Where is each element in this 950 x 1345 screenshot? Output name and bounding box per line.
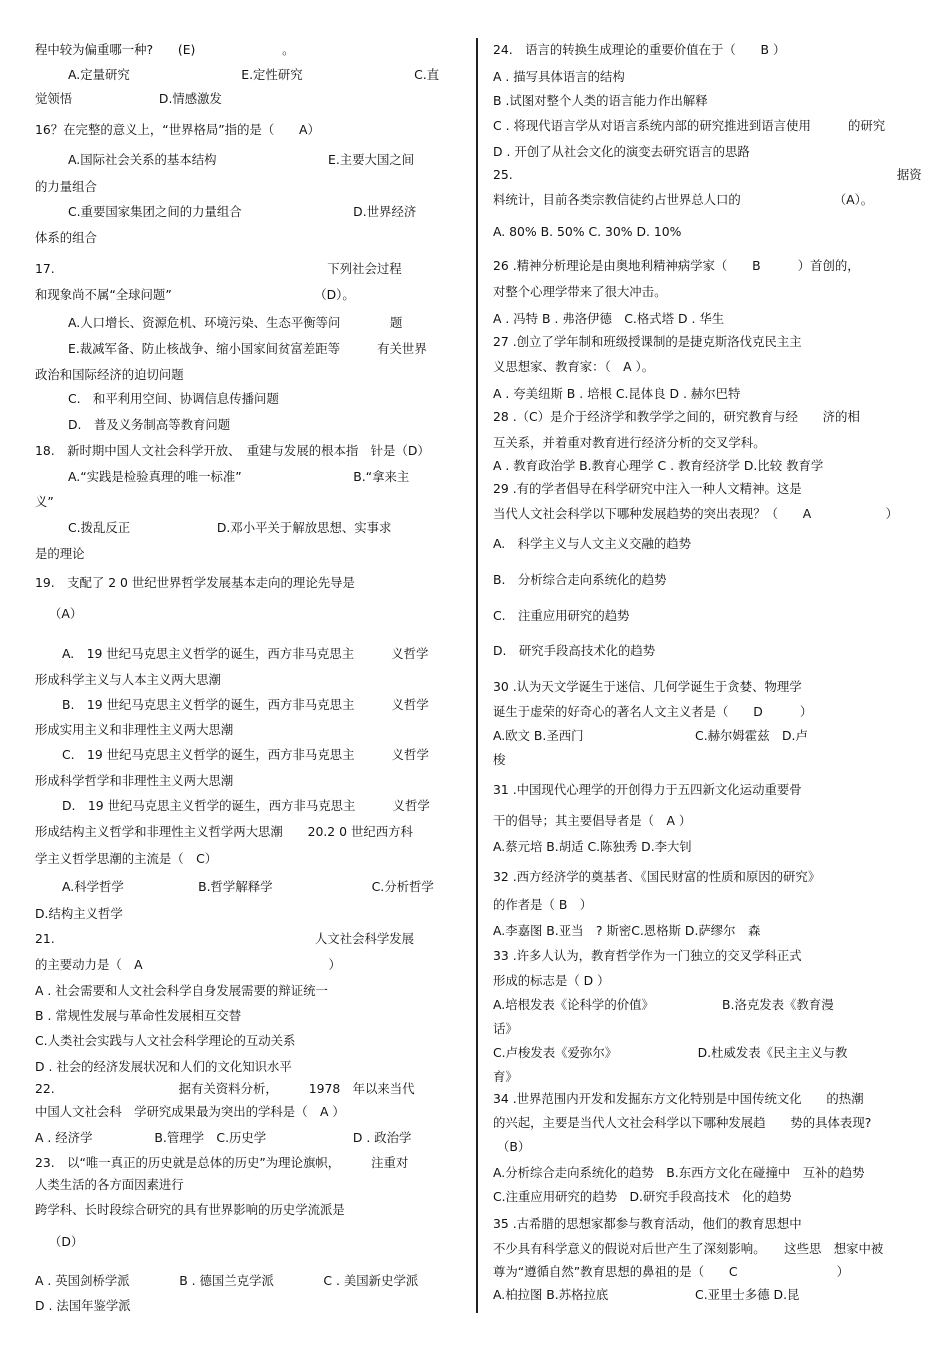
text-line: C.注重应用研究的趋势 D.研究手段高技术 化的趋势 <box>493 1189 792 1204</box>
text-line: 23. 以“唯一真正的历史就是总体的历史”为理论旗帜， 注重对 <box>35 1155 409 1170</box>
text-line: 当代人文社会科学以下哪种发展趋势的突出表现？（ A ） <box>493 506 898 521</box>
text-line: 18. 新时期中国人文社会科学开放、 重建与发展的根本指 针是（D） <box>35 443 430 458</box>
text-line: 30 .认为天文学诞生于迷信、几何学诞生于贪婪、物理学 <box>493 679 802 694</box>
text-line: 的主要动力是（ A ） <box>35 957 341 972</box>
text-line: B. 19 世纪马克思主义哲学的诞生，西方非马克思主 义哲学 <box>62 697 429 712</box>
text-line: 形成科学主义与人本主义两大思潮 <box>35 672 221 687</box>
text-line: 干的倡导；其主要倡导者是（ A ） <box>493 813 692 828</box>
text-line: A . 教育政治学 B.教育心理学 C . 教育经济学 D.比较 教育学 <box>493 458 824 473</box>
text-line: （A） <box>49 606 83 621</box>
text-line: 19. 支配了 2 0 世纪世界哲学发展基本走向的理论先导是 <box>35 575 355 590</box>
text-line: A . 经济学 B.管理学 C.历史学 D . 政治学 <box>35 1130 412 1145</box>
text-line: 尊为“遵循自然”教育思想的鼻祖的是（ C ） <box>493 1264 850 1279</box>
text-line: A.人口增长、资源危机、环境污染、生态平衡等问 题 <box>68 315 403 330</box>
text-line: 29 .有的学者倡导在科学研究中注入一种人文精神。这是 <box>493 481 802 496</box>
text-line: A . 夸美纽斯 B . 培根 C.昆体良 D . 赫尔巴特 <box>493 386 741 401</box>
text-line: 的作者是（ B ） <box>493 897 593 912</box>
text-line: A. 科学主义与人文主义交融的趋势 <box>493 536 692 551</box>
text-line: D . 社会的经济发展状况和人们的文化知识水平 <box>35 1059 292 1074</box>
text-line: A. 19 世纪马克思主义哲学的诞生，西方非马克思主 义哲学 <box>62 646 429 661</box>
text-line: 中国人文社会科 学研究成果最为突出的学科是（ A ） <box>35 1104 345 1119</box>
text-line: 的兴起，主要是当代人文社会科学以下哪种发展趋 势的具体表现? <box>493 1115 872 1130</box>
text-line: 26 .精神分析理论是由奥地利精神病学家（ B ）首创的， <box>493 258 860 273</box>
text-line: 27 .创立了学年制和班级授课制的是捷克斯洛伐克民主主 <box>493 334 802 349</box>
text-line: 程中较为偏重哪一种? (E) 。 <box>35 42 295 57</box>
text-line: C. 19 世纪马克思主义哲学的诞生，西方非马克思主 义哲学 <box>62 747 429 762</box>
text-line: 17. 下列社会过程 <box>35 261 402 276</box>
text-line: A.蔡元培 B.胡适 C.陈独秀 D.李大钊 <box>493 839 692 854</box>
text-line: 21. 人文社会科学发展 <box>35 931 415 946</box>
text-line: 是的理论 <box>35 546 85 561</box>
text-line: A.培根发表《论科学的价值》 B.洛克发表《教育漫 <box>493 997 834 1012</box>
text-line: B. 分析综合走向系统化的趋势 <box>493 572 667 587</box>
text-line: A.科学哲学 B.哲学解释学 C.分析哲学 <box>62 879 434 894</box>
text-line: D.结构主义哲学 <box>35 906 123 921</box>
text-line: A.柏拉图 B.苏格拉底 C.亚里士多德 D.昆 <box>493 1287 800 1302</box>
text-line: C.重要国家集团之间的力量组合 D.世界经济 <box>68 204 417 219</box>
text-line: D . 开创了从社会文化的演变去研究语言的思路 <box>493 144 750 159</box>
text-line: 不少具有科学意义的假说对后世产生了深刻影响。 这些思 想家中被 <box>493 1241 884 1256</box>
text-line: 35 .古希腊的思想家都参与教育活动，他们的教育思想中 <box>493 1216 802 1231</box>
text-line: 和现象尚不属“全球问题” （D）。 <box>35 287 355 302</box>
text-line: （D） <box>49 1234 84 1249</box>
text-line: C. 和平利用空间、协调信息传播问题 <box>68 391 279 406</box>
text-line: 义” <box>35 494 54 509</box>
text-line: 25. 据资 <box>493 167 922 182</box>
text-line: C.卢梭发表《爱弥尔》 D.杜威发表《民主主义与教 <box>493 1045 848 1060</box>
text-line: 16？在完整的意义上，“世界格局”指的是（ A） <box>35 122 320 137</box>
text-line: A.国际社会关系的基本结构 E.主要大国之间 <box>68 152 415 167</box>
text-line: 学主义哲学思潮的主流是（ C） <box>35 851 218 866</box>
text-line: 32 .西方经济学的奠基者、《国民财富的性质和原因的研究》 <box>493 869 821 884</box>
text-line: 形成实用主义和非理性主义两大思潮 <box>35 722 234 737</box>
text-line: D. 普及义务制高等教育问题 <box>68 417 231 432</box>
text-line: A . 描写具体语言的结构 <box>493 69 625 84</box>
text-line: 对整个心理学带来了很大冲击。 <box>493 284 667 299</box>
text-line: A . 英国剑桥学派 B . 德国兰克学派 C . 美国新史学派 <box>35 1273 419 1288</box>
text-line: 人类生活的各方面因素进行 <box>35 1177 184 1192</box>
text-line: C. 注重应用研究的趋势 <box>493 608 630 623</box>
text-line: A.“实践是检验真理的唯一标准” B.“拿来主 <box>68 469 410 484</box>
text-line: 觉领悟 D.情感激发 <box>35 91 222 106</box>
text-line: 体系的组合 <box>35 230 97 245</box>
text-line: 24. 语言的转换生成理论的重要价值在于（ B ） <box>493 42 786 57</box>
text-line: A.李嘉图 B.亚当 ? 斯密C.恩格斯 D.萨缪尔 森 <box>493 923 761 938</box>
text-line: A.分析综合走向系统化的趋势 B.东西方文化在碰撞中 互补的趋势 <box>493 1165 865 1180</box>
text-line: 形成结构主义哲学和非理性主义哲学两大思潮 20.2 0 世纪西方科 <box>35 824 413 839</box>
text-line: 政治和国际经济的迫切问题 <box>35 367 184 382</box>
text-line: 育》 <box>493 1069 518 1084</box>
text-line: 话》 <box>493 1021 518 1036</box>
text-line: A . 冯特 B . 弗洛伊德 C.格式塔 D . 华生 <box>493 311 725 326</box>
text-line: 跨学科、长时段综合研究的具有世界影响的历史学流派是 <box>35 1202 345 1217</box>
text-line: B . 常规性发展与革命性发展相互交替 <box>35 1008 242 1023</box>
text-line: A.欧文 B.圣西门 C.赫尔姆霍兹 D.卢 <box>493 728 808 743</box>
text-line: E.裁减军备、防止核战争、缩小国家间贫富差距等 有关世界 <box>68 341 427 356</box>
text-line: 形成的标志是（ D ） <box>493 973 610 988</box>
text-line: 的力量组合 <box>35 179 97 194</box>
text-line: D . 法国年鉴学派 <box>35 1298 131 1313</box>
text-line: C.人类社会实践与人文社会科学理论的互动关系 <box>35 1033 296 1048</box>
text-line: 梭 <box>493 752 506 767</box>
text-line: 34 .世界范围内开发和发掘东方文化特别是中国传统文化 的热潮 <box>493 1091 864 1106</box>
text-line: 诞生于虚荣的好奇心的著名人文主义者是（ D ） <box>493 704 813 719</box>
text-line: 28 .（C）是介于经济学和教学学之间的，研究教育与经 济的相 <box>493 409 860 424</box>
text-line: A.定量研究 E.定性研究 C.直 <box>68 67 440 82</box>
text-line: 料统计，目前各类宗教信徒约占世界总人口的 （A）。 <box>493 192 874 207</box>
text-line: 义思想家、教育家：（ A ）。 <box>493 359 655 374</box>
text-line: C . 将现代语言学从对语言系统内部的研究推进到语言使用 的研究 <box>493 118 886 133</box>
column-divider <box>476 38 478 1313</box>
text-line: D. 研究手段高技术化的趋势 <box>493 643 656 658</box>
text-line: （B） <box>497 1139 531 1154</box>
text-line: B .试图对整个人类的语言能力作出解释 <box>493 93 708 108</box>
text-line: A. 80% B. 50% C. 30% D. 10% <box>493 224 682 239</box>
text-line: C.拨乱反正 D.邓小平关于解放思想、实事求 <box>68 520 392 535</box>
text-line: 互关系，并着重对教育进行经济分析的交叉学科。 <box>493 435 766 450</box>
text-line: 33 .许多人认为，教育哲学作为一门独立的交叉学科正式 <box>493 948 802 963</box>
text-line: D. 19 世纪马克思主义哲学的诞生，西方非马克思主 义哲学 <box>62 798 430 813</box>
text-line: 22. 据有关资料分析， 1978 年以来当代 <box>35 1081 415 1096</box>
text-line: 形成科学哲学和非理性主义两大思潮 <box>35 773 234 788</box>
text-line: 31 .中国现代心理学的开创得力于五四新文化运动重要骨 <box>493 782 802 797</box>
text-line: A . 社会需要和人文社会科学自身发展需要的辩证统一 <box>35 983 328 998</box>
